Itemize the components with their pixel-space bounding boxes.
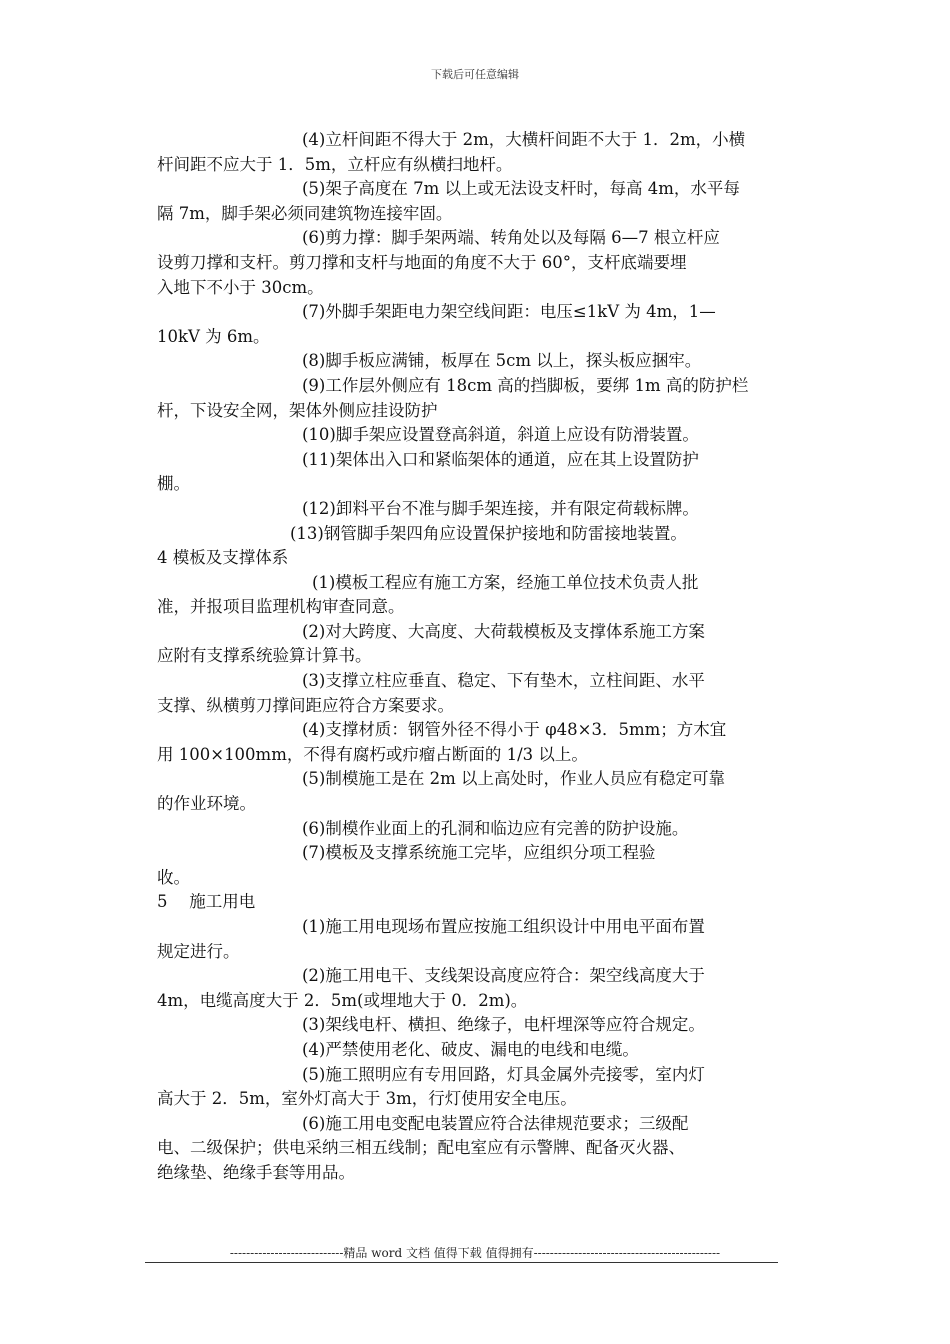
text-line: (4)支撑材质：钢管外径不得小于 φ48×3．5mm；方木宜 [302, 720, 727, 740]
text-line: (6)施工用电变配电装置应符合法律规范要求；三级配 [302, 1113, 689, 1133]
text-line: (5)制模施工是在 2m 以上高处时，作业人员应有稳定可靠 [302, 769, 726, 789]
text-line: 规定进行。 [157, 941, 240, 961]
text-line: (7)外脚手架距电力架空线间距：电压≤1kV 为 4m，1— [302, 302, 716, 322]
text-line: (9)工作层外侧应有 18cm 高的挡脚板，要绑 1m 高的防护栏 [302, 375, 749, 395]
text-line: 高大于 2．5m，室外灯高大于 3m，行灯使用安全电压。 [157, 1089, 577, 1109]
text-line: (10)脚手架应设置登高斜道，斜道上应设有防滑装置。 [302, 425, 699, 445]
text-line: 的作业环境。 [157, 794, 256, 814]
text-line: (4)立杆间距不得大于 2m，大横杆间距不大于 1．2m，小横 [302, 130, 746, 149]
text-line: 电、二级保护；供电采纳三相五线制；配电室应有示警牌、配备灭火器、 [157, 1138, 685, 1158]
text-line: 绝缘垫、绝缘手套等用品。 [157, 1162, 355, 1182]
text-line: (4)严禁使用老化、破皮、漏电的电线和电缆。 [302, 1039, 639, 1059]
document-body [157, 128, 777, 1186]
text-line: (2)施工用电干、支线架设高度应符合：架空线高度大于 [302, 966, 705, 986]
page-footer: ----------------------------精品 word 文档 值得下载 值得拥有---------------------------------------------- [229, 1246, 721, 1260]
text-line: (1)模板工程应有施工方案，经施工单位技术负责人批 [312, 572, 699, 592]
text-line: (5)施工照明应有专用回路，灯具金属外壳接零，室内灯 [302, 1064, 705, 1084]
text-line: 杆，下设安全网，架体外侧应挂设防护 [157, 400, 438, 420]
text-line: 5 施工用电 [157, 892, 256, 912]
text-line: (8)脚手板应满铺，板厚在 5cm 以上，探头板应捆牢。 [302, 351, 702, 371]
text-line: 收。 [157, 867, 190, 887]
text-line: 准，并报项目监理机构审查同意。 [157, 597, 405, 617]
text-line: (6)剪力撑：脚手架两端、转角处以及每隔 6—7 根立杆应 [302, 228, 720, 248]
text-line: 隔 7m，脚手架必须同建筑物连接牢固。 [157, 203, 453, 223]
text-line: (13)钢管脚手架四角应设置保护接地和防雷接地装置。 [290, 523, 687, 543]
text-line: (3)支撑立柱应垂直、稳定、下有垫木，立柱间距、水平 [302, 671, 705, 691]
text-line: (3)架线电杆、横担、绝缘子，电杆埋深等应符合规定。 [302, 1015, 705, 1035]
text-line: (7)模板及支撑系统施工完毕，应组织分项工程验 [302, 843, 656, 863]
page-header: 下载后可任意编辑 [431, 68, 519, 81]
footer-divider [145, 1262, 778, 1263]
text-line: (12)卸料平台不准与脚手架连接，并有限定荷载标牌。 [302, 498, 699, 518]
text-line: (5)架子高度在 7m 以上或无法设支杆时，每高 4m，水平每 [302, 179, 740, 199]
text-line: 入地下不小于 30cm。 [157, 277, 324, 297]
text-line: (11)架体出入口和紧临架体的通道，应在其上设置防护 [302, 449, 699, 469]
text-line: 4m，电缆高度大于 2．5m(或埋地大于 0．2m)。 [157, 990, 528, 1010]
text-line: (6)制模作业面上的孔洞和临边应有完善的防护设施。 [302, 818, 689, 838]
text-line: (2)对大跨度、大高度、大荷载模板及支撑体系施工方案 [302, 621, 705, 641]
text-line: 棚。 [157, 474, 190, 494]
text-line: 应附有支撑系统验算计算书。 [157, 646, 372, 666]
text-line: 4 模板及支撑体系 [157, 548, 289, 568]
text-line: 杆间距不应大于 1．5m，立杆应有纵横扫地杆。 [157, 154, 513, 174]
text-line: 用 100×100mm，不得有腐朽或疖瘤占断面的 1/3 以上。 [157, 744, 588, 764]
text-line: (1)施工用电现场布置应按施工组织设计中用电平面布置 [302, 917, 705, 936]
text-line: 支撑、纵横剪刀撑间距应符合方案要求。 [157, 695, 454, 715]
text-line: 10kV 为 6m。 [157, 326, 270, 346]
text-line: 设剪刀撑和支杆。剪刀撑和支杆与地面的角度不大于 60°，支杆底端要埋 [157, 252, 687, 272]
